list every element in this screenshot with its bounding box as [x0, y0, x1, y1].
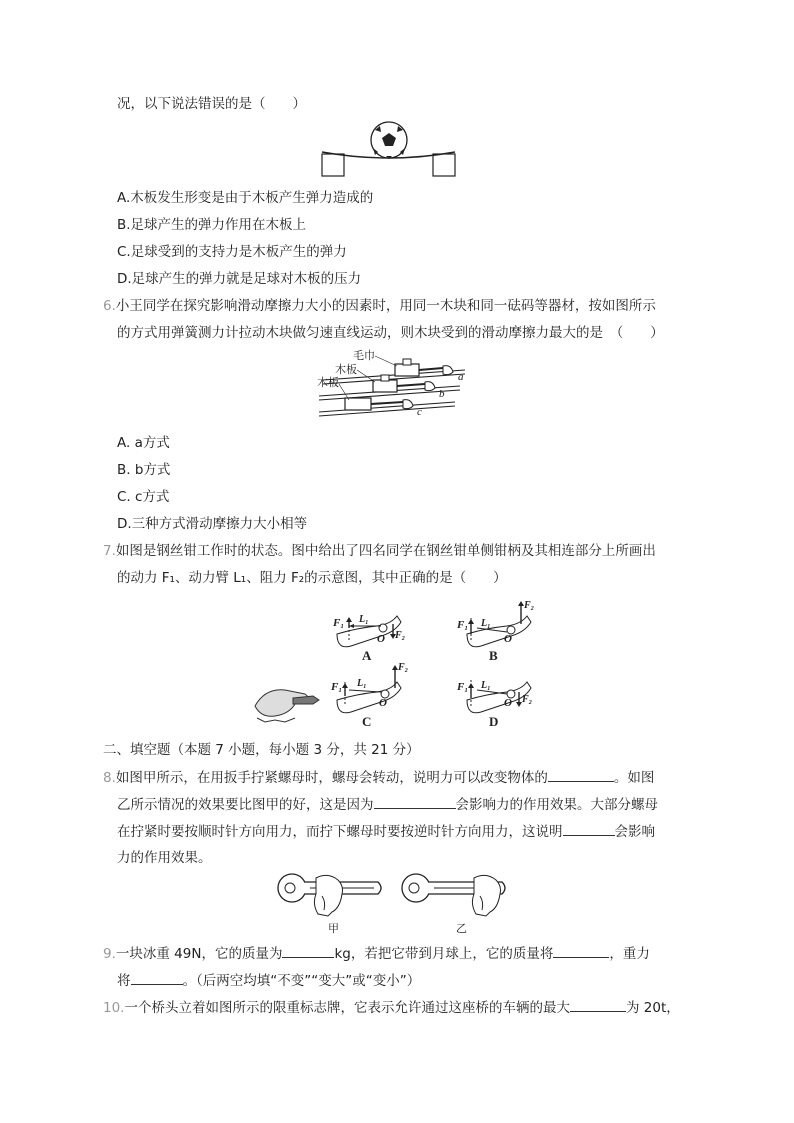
q5-figure-football-on-board	[315, 118, 465, 180]
q5-option-a: A.木板发生形变是由于木板产生弹力造成的	[117, 190, 374, 206]
q7-b-o: O	[504, 633, 512, 645]
q7-a-label: A	[362, 648, 372, 663]
q6-option-d: D.三种方式滑动摩擦力大小相等	[117, 516, 308, 532]
q7-b-f1: F₁	[457, 619, 469, 631]
q6-stem-line2: 的方式用弹簧测力计拉动木块做匀速直线运动，则木块受到的滑动摩擦力最大的是 （ ）	[117, 325, 664, 341]
q9-line1-a: 一块冰重 49N，它的质量为	[115, 946, 283, 962]
q8-number: 8.	[103, 770, 116, 786]
q7-d-o: O	[504, 697, 512, 709]
q5-option-b: B.足球产生的弹力作用在木板上	[117, 217, 307, 233]
q6-label-towel: 毛巾	[353, 350, 375, 362]
q8-line1	[103, 768, 654, 787]
q7-number: 7.	[103, 543, 116, 559]
q6-option-c: C. c方式	[117, 489, 170, 505]
q6-number: 6.	[103, 298, 116, 314]
q6-line1	[103, 297, 656, 315]
q9-number: 9.	[103, 946, 116, 962]
q9-blank-3[interactable]	[131, 971, 183, 985]
q8-caption-right: 乙	[456, 922, 467, 935]
q8-line2	[117, 795, 658, 814]
q6-label-a: a	[458, 371, 464, 383]
q10-line1-a: 一个桥头立着如图所示的限重标志牌，它表示允许通过这座桥的车辆的最大	[124, 1000, 570, 1016]
q8-line2-b: 会影响力的作用效果。大部分螺母	[455, 797, 658, 813]
q7-b-f2: F₂	[524, 600, 535, 611]
section-2-title: 二、填空题（本题 7 小题，每小题 3 分，共 21 分）	[103, 742, 420, 758]
q7-b-label: B	[489, 648, 498, 663]
q10-line1-b: 为 20t，	[625, 1000, 680, 1016]
q8-line3	[117, 822, 655, 841]
q8-line3-a: 在拧紧时要按顺时针方向用力，而拧下螺母时要按逆时针方向用力，这说明	[117, 824, 563, 840]
q6-option-b: B. b方式	[117, 462, 171, 478]
q7-d-l1: L₁	[481, 680, 491, 691]
q6-label-b: b	[439, 388, 445, 400]
q10-line1	[103, 998, 680, 1017]
q8-line1-b: 。如图	[613, 770, 655, 786]
q8-line2-a: 乙所示情况的效果要比图甲的好，这是因为	[117, 797, 374, 813]
q7-a-l1: L₁	[359, 614, 369, 625]
q5-option-d: D.足球产生的弹力就是足球对木板的压力	[117, 271, 362, 287]
q8-line1-a: 如图甲所示，在用扳手拧紧螺母时，螺母会转动，说明力可以改变物体的	[115, 770, 548, 786]
q9-blank-2[interactable]	[553, 944, 609, 958]
wrench-right-icon	[402, 874, 505, 916]
q6-figure-friction-setup	[315, 348, 475, 428]
hand-with-pliers-icon	[255, 690, 319, 722]
q7-b-l1: L₁	[481, 618, 491, 629]
q8-blank-3[interactable]	[563, 822, 615, 836]
q5-stem-tail: 况，以下说法错误的是（ ）	[117, 96, 306, 112]
q8-blank-1[interactable]	[548, 768, 614, 782]
wrench-left-icon	[278, 874, 381, 916]
q7-a-f2: F₂	[395, 630, 406, 641]
q9-line1-b: kg，若把它带到月球上，它的质量将	[334, 946, 554, 962]
q7-a-f1: F₁	[333, 617, 345, 629]
q9-line1	[103, 944, 650, 963]
q7-line1	[103, 542, 656, 560]
q6-label-c: c	[417, 406, 422, 418]
q7-d-label: D	[489, 714, 499, 729]
q7-d-f2: F₂	[522, 694, 533, 705]
q10-number: 10.	[103, 1000, 125, 1016]
q9-line2-a: 将	[117, 973, 131, 989]
q7-c-f1: F₁	[331, 681, 343, 693]
q8-blank-2[interactable]	[374, 795, 456, 809]
q9-blank-1[interactable]	[282, 944, 334, 958]
q8-line4: 力的作用效果。	[117, 850, 212, 866]
q7-c-o: O	[379, 697, 387, 709]
q9-line2	[117, 971, 420, 990]
q9-line1-c: ，重力	[609, 946, 650, 962]
q7-d-f1: F₁	[457, 681, 469, 693]
q7-stem-line1: 如图是钢丝钳工作时的状态。图中给出了四名同学在钢丝钳单侧钳柄及其相连部分上所画出	[115, 543, 656, 559]
q7-c-label: C	[362, 714, 372, 729]
q6-stem-line1: 小王同学在探究影响滑动摩擦力大小的因素时，用同一木块和同一砝码等器材，按如图所示	[115, 298, 656, 314]
q8-caption-left: 甲	[328, 922, 339, 935]
q9-line2-b: 。（后两空均填“不变”“变大”或“变小”）	[182, 973, 421, 989]
q6-label-board-1: 木板	[335, 364, 357, 376]
q10-blank-1[interactable]	[570, 998, 626, 1012]
q8-figure-wrenches	[270, 866, 520, 936]
q6-option-a: A. a方式	[117, 435, 170, 451]
q7-stem-line2: 的动力 F₁、动力臂 L₁、阻力 F₂的示意图，其中正确的是（ ）	[117, 570, 507, 586]
q8-line3-b: 会影响	[614, 824, 655, 840]
q7-figure-pliers	[245, 594, 555, 734]
q7-c-l1: L₁	[357, 678, 367, 689]
q6-label-board-2: 木板	[317, 377, 339, 389]
q7-c-f2: F₂	[398, 662, 409, 673]
q7-a-o: O	[377, 633, 385, 645]
q5-option-c: C.足球受到的支持力是木板产生的弹力	[117, 244, 347, 260]
